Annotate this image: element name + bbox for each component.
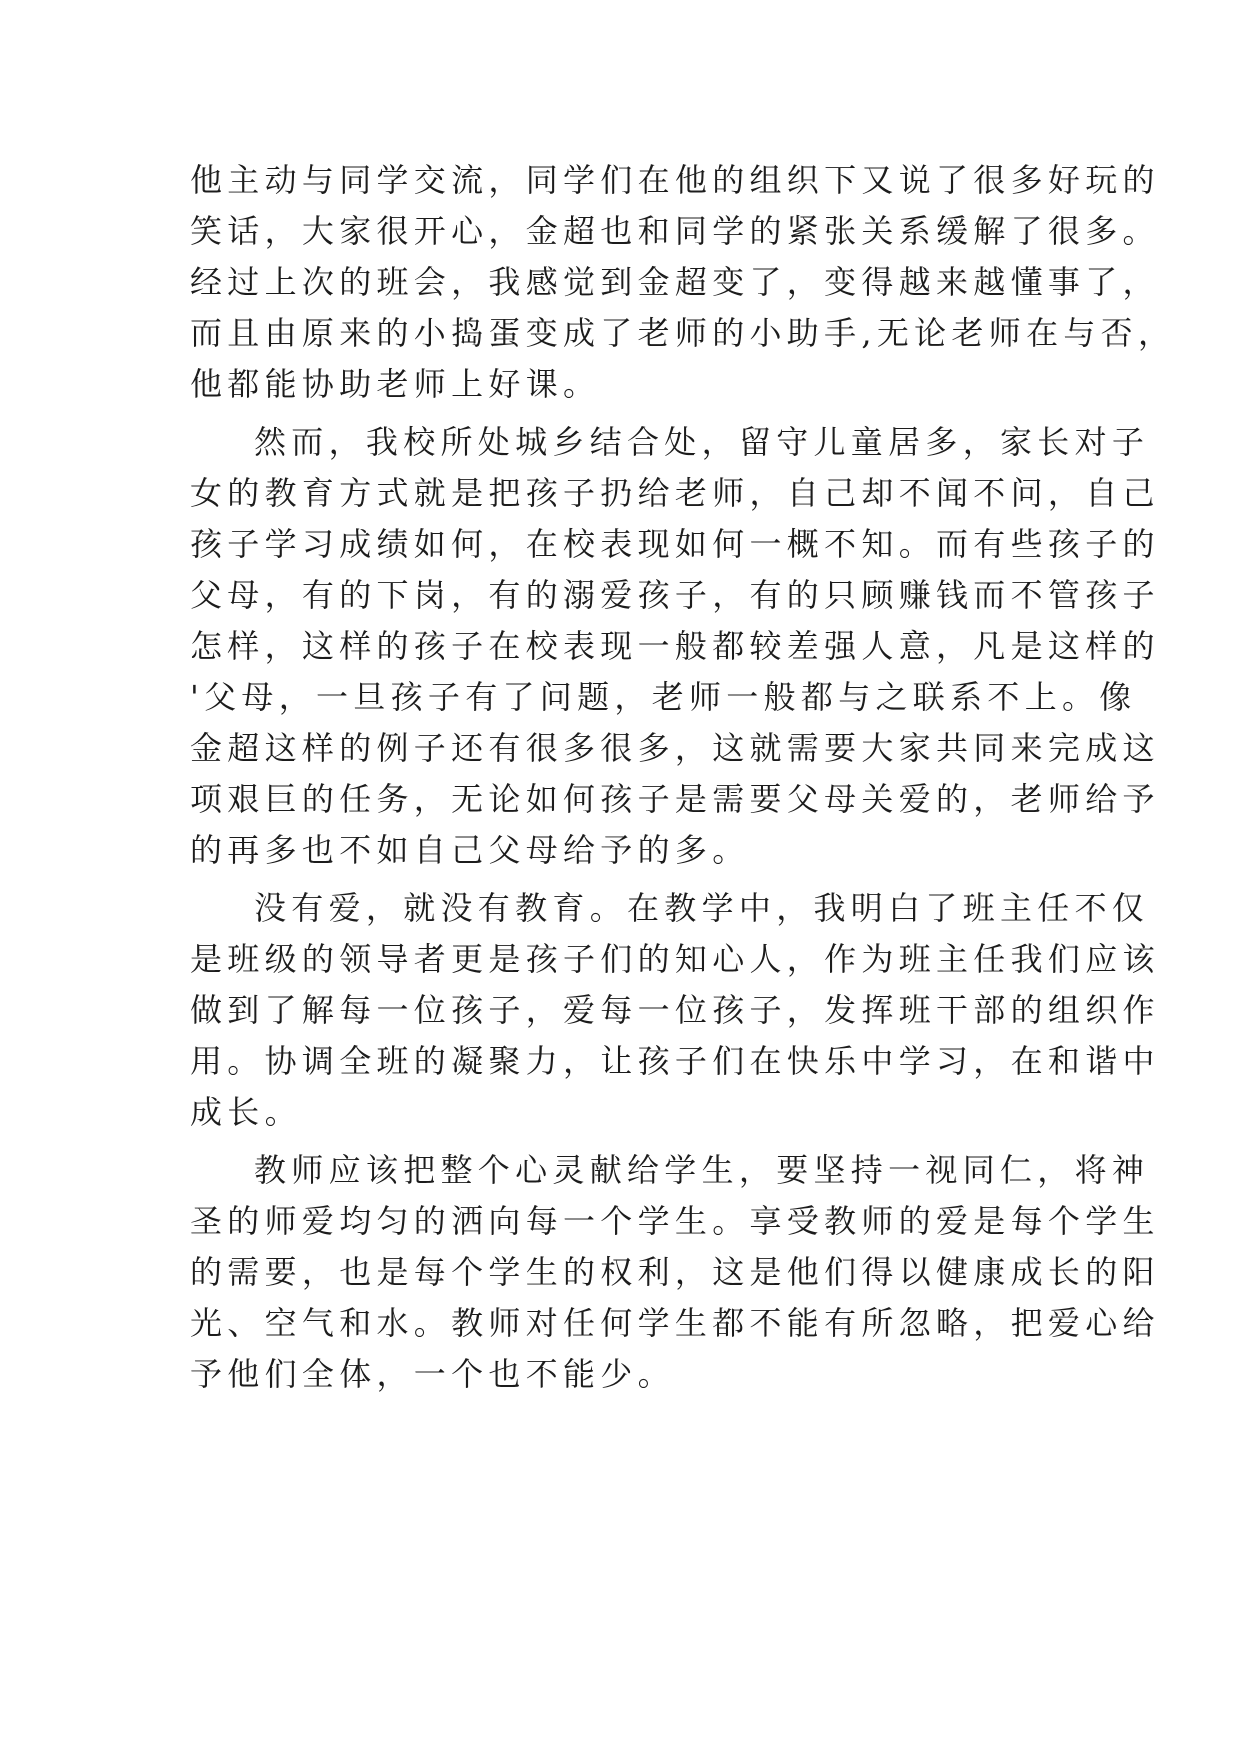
text-line: 做到了解每一位孩子，爱每一位孩子，发挥班干部的组织作 <box>190 991 1160 1029</box>
text-line: 项艰巨的任务，无论如何孩子是需要父母关爱的，老师给予 <box>190 780 1160 818</box>
text-line: 怎样，这样的孩子在校表现一般都较差强人意，凡是这样的 <box>190 627 1160 665</box>
text-line: 用。协调全班的凝聚力，让孩子们在快乐中学习，在和谐中 <box>190 1042 1160 1080</box>
text-line: 金超这样的例子还有很多很多，这就需要大家共同来完成这 <box>190 729 1160 767</box>
text-line: 经过上次的班会，我感觉到金超变了，变得越来越懂事了， <box>190 263 1160 301</box>
text-line: 他主动与同学交流，同学们在他的组织下又说了很多好玩的 <box>190 161 1160 199</box>
text-line: 圣的师爱均匀的洒向每一个学生。享受教师的爱是每个学生 <box>190 1202 1160 1240</box>
text-line: 女的教育方式就是把孩子扔给老师，自己却不闻不问，自己 <box>190 474 1160 512</box>
text-line: 的再多也不如自己父母给予的多。 <box>190 831 750 869</box>
text-line: 的需要，也是每个学生的权利，这是他们得以健康成长的阳 <box>190 1253 1160 1291</box>
text-line: 而且由原来的小捣蛋变成了老师的小助手,无论老师在与否， <box>190 314 1176 352</box>
text-line: 然而，我校所处城乡结合处，留守儿童居多，家长对子 <box>254 423 1150 461</box>
text-line: 孩子学习成绩如何，在校表现如何一概不知。而有些孩子的 <box>190 525 1160 563</box>
text-line: 他都能协助老师上好课。 <box>190 365 601 403</box>
text-line: '父母，一旦孩子有了问题，老师一般都与之联系不上。像 <box>190 678 1137 716</box>
text-line: 予他们全体，一个也不能少。 <box>190 1355 675 1393</box>
text-line: 笑话，大家很开心，金超也和同学的紧张关系缓解了很多。 <box>190 212 1160 250</box>
text-line: 教师应该把整个心灵献给学生，要坚持一视同仁，将神 <box>254 1151 1150 1189</box>
text-line: 光、空气和水。教师对任何学生都不能有所忽略，把爱心给 <box>190 1304 1160 1342</box>
text-line: 父母，有的下岗，有的溺爱孩子，有的只顾赚钱而不管孩子 <box>190 576 1160 614</box>
text-line: 成长。 <box>190 1093 302 1131</box>
text-line: 是班级的领导者更是孩子们的知心人，作为班主任我们应该 <box>190 940 1160 978</box>
text-line: 没有爱，就没有教育。在教学中，我明白了班主任不仅 <box>254 889 1150 927</box>
